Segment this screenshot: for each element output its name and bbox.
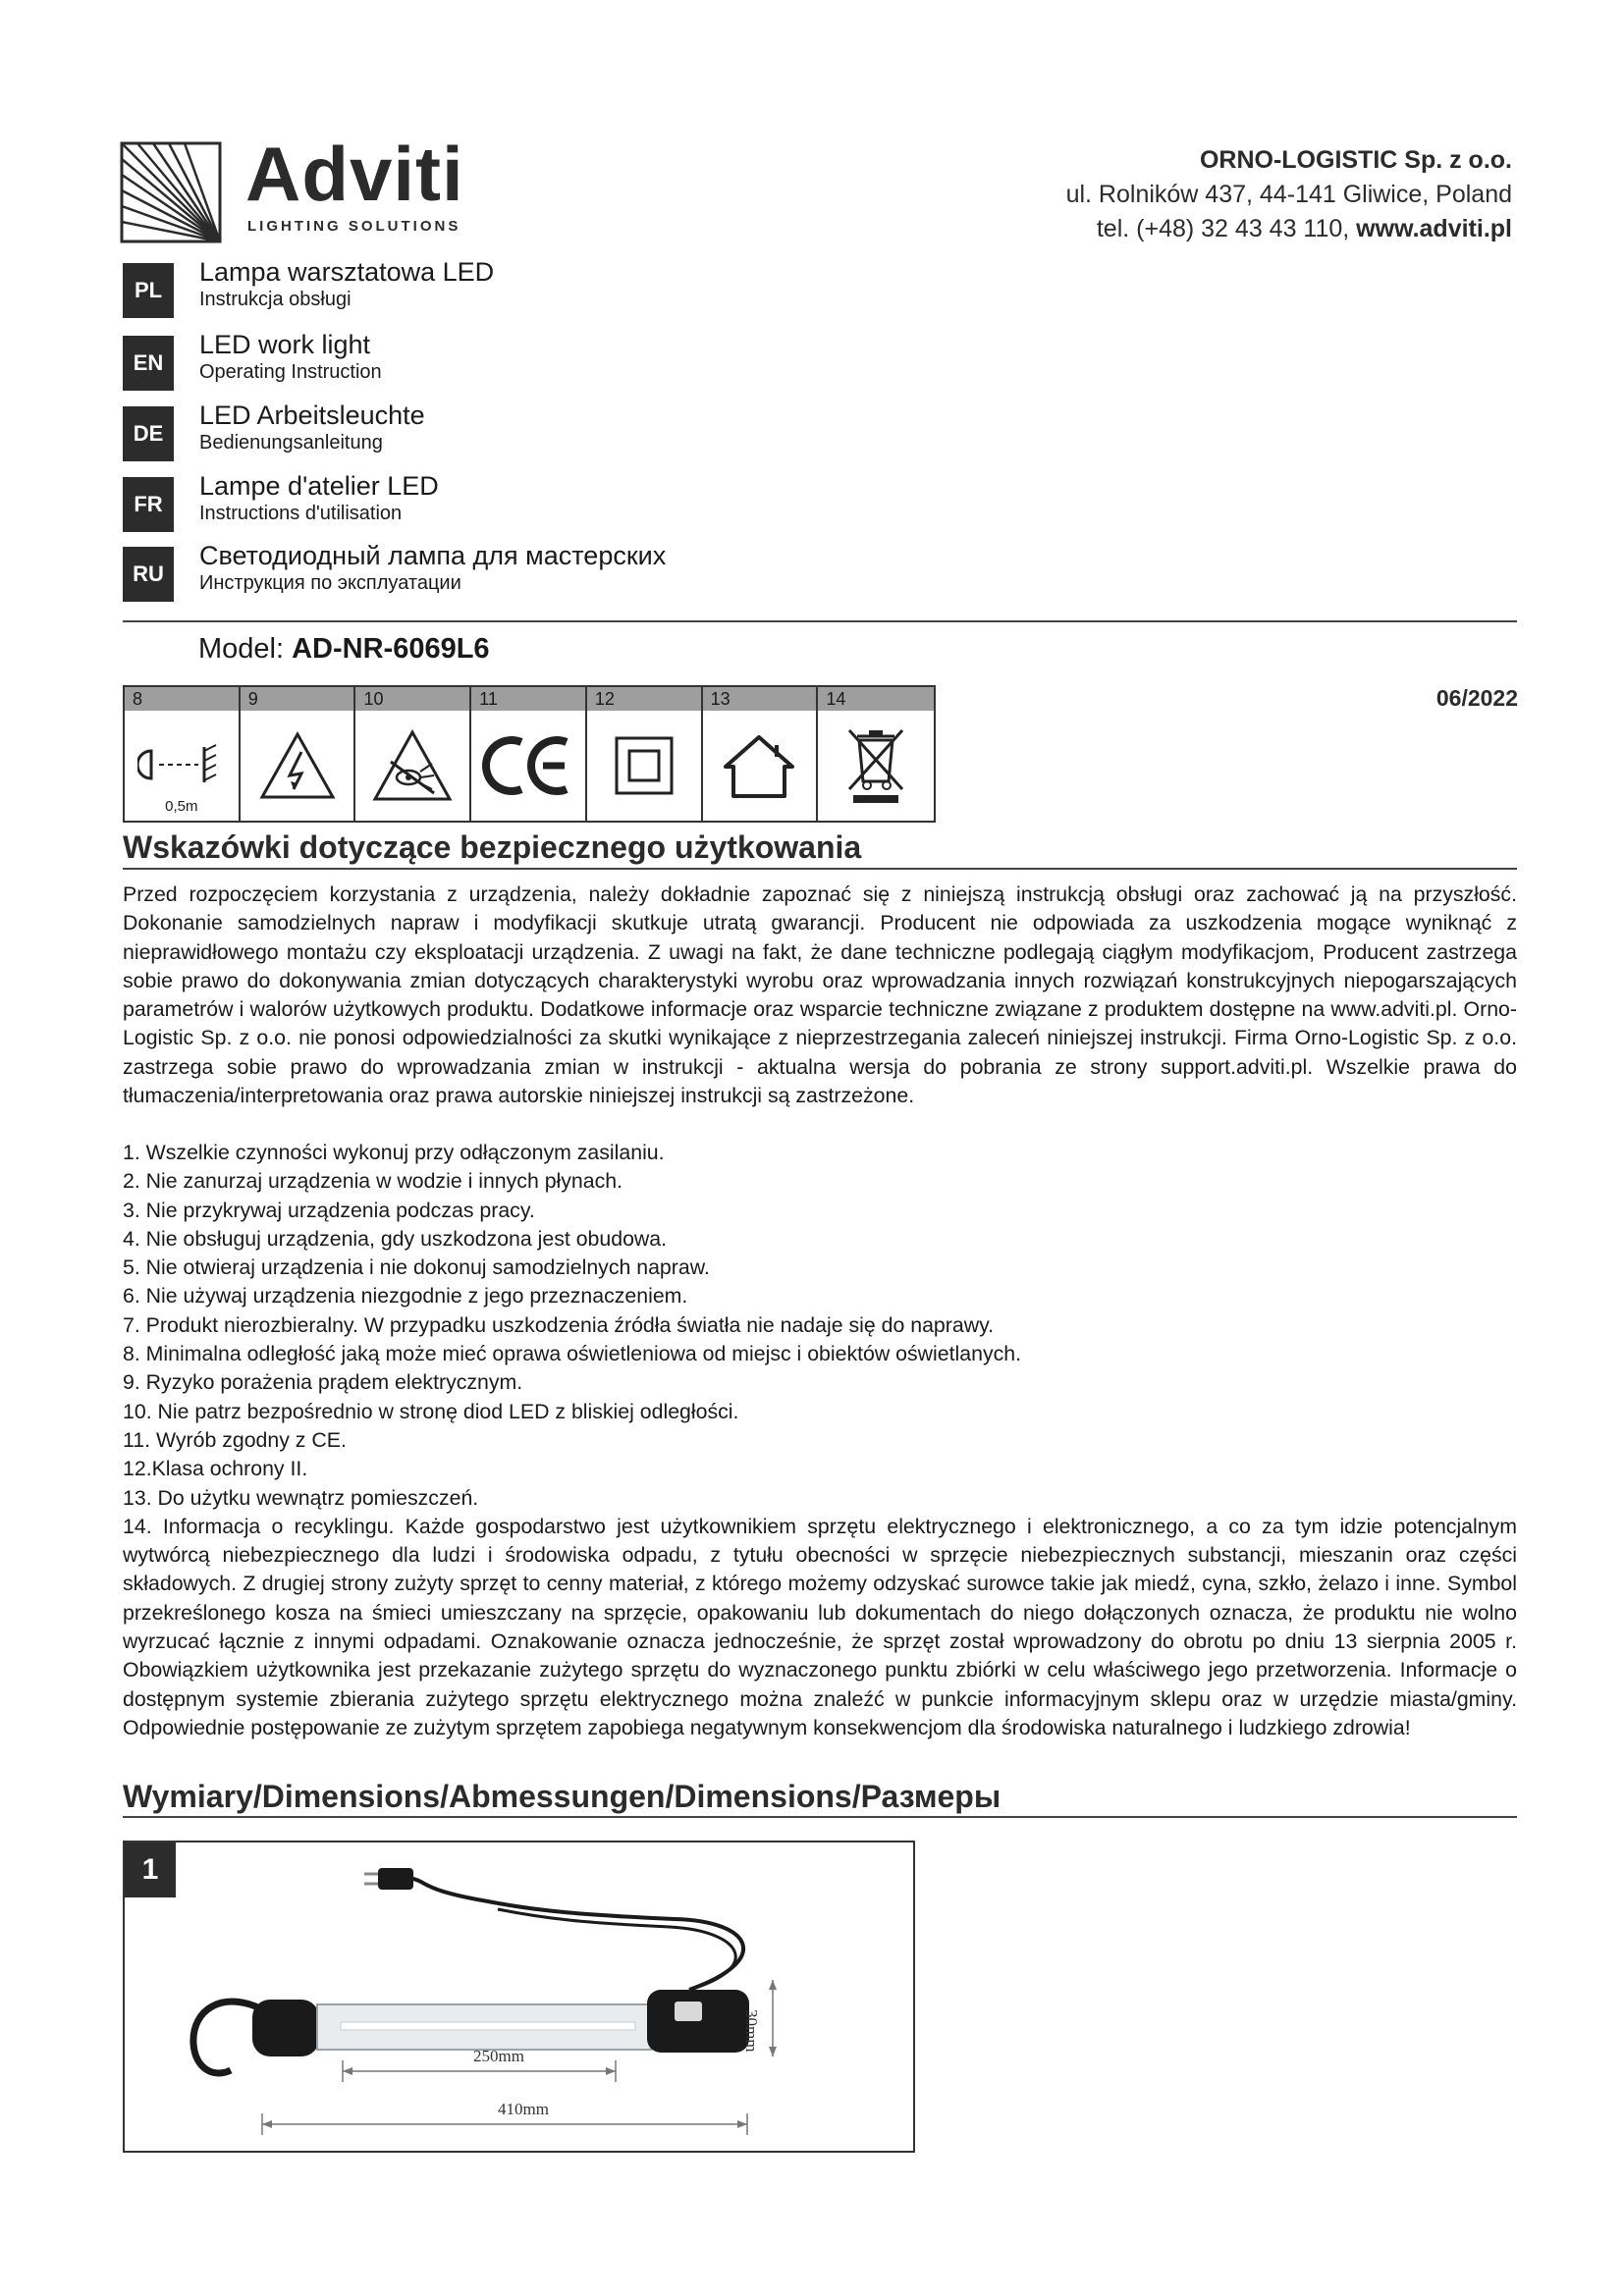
language-badge: RU bbox=[123, 547, 174, 602]
symbol-number: 13 bbox=[703, 687, 817, 711]
dimension-label-length: 410mm bbox=[498, 2100, 549, 2118]
list-item: 10. Nie patrz bezpośrednio w stronę diod LED z bliskiej odległości. bbox=[123, 1399, 739, 1423]
symbol-number: 8 bbox=[125, 687, 239, 711]
dimension-label-diameter: 30mm bbox=[742, 2009, 761, 2053]
brand-tagline: LIGHTING SOLUTIONS bbox=[247, 218, 461, 235]
divider bbox=[123, 620, 1517, 622]
list-item: 5. Nie otwieraj urządzenia i nie dokonuj samodzielnych napraw. bbox=[123, 1255, 710, 1280]
electric-shock-warning-icon bbox=[241, 711, 354, 821]
list-item: 6. Nie używaj urządzenia niezgodnie z jego przeznaczeniem. bbox=[123, 1284, 688, 1308]
manual-subtitle: Operating Instruction bbox=[199, 361, 382, 383]
manual-subtitle: Bedienungsanleitung bbox=[199, 432, 383, 454]
company-info bbox=[1066, 143, 1512, 246]
divider bbox=[123, 868, 1517, 870]
weee-bin-icon bbox=[818, 711, 934, 821]
manual-subtitle: Instrukcja obsługi bbox=[199, 289, 352, 310]
language-badge: PL bbox=[123, 263, 174, 318]
dimensions-figure bbox=[123, 1841, 915, 2153]
logo-rays-icon bbox=[120, 141, 222, 243]
list-item: 11. Wyrób zgodny z CE. bbox=[123, 1427, 347, 1452]
list-item: 2. Nie zanurzaj urządzenia w wodzie i innych płynach. bbox=[123, 1169, 623, 1194]
symbol-number: 10 bbox=[355, 687, 469, 711]
do-not-stare-led-icon bbox=[355, 711, 469, 821]
symbol-cell bbox=[125, 687, 241, 821]
dimensions-heading: Wymiary/Dimensions/Abmessungen/Dimensions/Размеры bbox=[123, 1779, 1001, 1814]
manual-subtitle: Instructions d'utilisation bbox=[199, 503, 403, 524]
symbol-number: 12 bbox=[587, 687, 701, 711]
list-item: 8. Minimalna odległość jaką może mieć oprawa oświetleniowa od miejsc i obiektów oświetlanych. bbox=[123, 1342, 1022, 1366]
figure-number: 1 bbox=[125, 1842, 176, 1897]
symbol-cell bbox=[471, 687, 587, 821]
brand-logo bbox=[120, 131, 464, 245]
symbol-caption: 0,5m bbox=[165, 798, 198, 815]
symbol-table bbox=[123, 685, 936, 823]
language-badge: FR bbox=[123, 477, 174, 532]
product-title: LED work light bbox=[199, 330, 371, 359]
list-item: 9. Ryzyko porażenia prądem elektrycznym. bbox=[123, 1370, 523, 1395]
product-title: Lampe d'atelier LED bbox=[199, 471, 439, 501]
product-title: LED Arbeitsleuchte bbox=[199, 400, 425, 430]
ce-mark-icon bbox=[471, 711, 585, 821]
model-number: AD-NR-6069L6 bbox=[292, 633, 490, 665]
symbol-cell bbox=[241, 687, 356, 821]
list-item: 7. Produkt nierozbieralny. W przypadku uszkodzenia źródła światła nie nadaje się do naprawy. bbox=[123, 1312, 995, 1337]
symbol-number: 11 bbox=[471, 687, 585, 711]
language-badge: EN bbox=[123, 336, 174, 391]
divider bbox=[123, 1816, 1517, 1818]
list-item: 1. Wszelkie czynności wykonuj przy odłączonym zasilaniu. bbox=[123, 1141, 665, 1164]
list-item: 4. Nie obsługuj urządzenia, gdy uszkodzona jest obudowa. bbox=[123, 1226, 668, 1251]
company-phone: tel. (+48) 32 43 43 110, bbox=[1096, 215, 1357, 242]
safety-heading: Wskazówki dotyczące bezpiecznego użytkowania bbox=[123, 829, 862, 865]
symbol-number: 9 bbox=[241, 687, 354, 711]
symbol-cell bbox=[355, 687, 471, 821]
document-date: 06/2022 bbox=[1435, 685, 1518, 711]
list-item: 13. Do użytku wewnątrz pomieszczeń. bbox=[123, 1485, 479, 1510]
list-item: 12.Klasa ochrony II. bbox=[123, 1457, 308, 1481]
list-item: 3. Nie przykrywaj urządzenia podczas pracy. bbox=[123, 1198, 535, 1222]
symbol-cell bbox=[587, 687, 703, 821]
indoor-use-icon bbox=[703, 711, 817, 821]
product-title: Светодиодный лампа для мастерских bbox=[199, 541, 667, 570]
company-contact bbox=[1066, 212, 1512, 246]
model-label: Model: bbox=[198, 633, 293, 665]
company-website-link[interactable]: www.adviti.pl bbox=[1356, 215, 1512, 242]
model-line bbox=[198, 633, 490, 666]
company-address: ul. Rolników 437, 44-141 Gliwice, Poland bbox=[1065, 181, 1512, 208]
language-badge: DE bbox=[123, 406, 174, 461]
manual-subtitle: Инструкция по эксплуатации bbox=[199, 572, 461, 594]
recycling-info: 14. Informacja o recyklingu. Każde gospodarstwo jest użytkownikiem sprzętu elektrycznego i elektronicznego, a co za tym idzie potencjalnym wytwórcą niebezpiecznego dla ludzi i środowiska odpadu, z tytułu obecności w sprzęcie niebezpiecznych substancji, mieszanin oraz części składowych. Z drugiej strony zużyty sprzęt to cenny materiał, z którego możemy odzyskać surowce takie jak miedź, cyna, szkło, żelazo i inne. Symbol przekreślonego kosza na śmieci umieszczany na sprzęcie, opakowaniu lub dokumentach do niego dołączonych oznacza, że produktu nie wolno wyrzucać łącznie z innymi odpadami. Oznakowanie oznacza jednocześnie, że sprzęt został wprowadzony do obrotu po dniu 13 sierpnia 2005 r. Obowiązkiem użytkownika jest przekazanie zużytego sprzętu do wyznaczonego punktu zbiórki w celu właściwego jego przetworzenia. Informacje o dostępnym systemie zbierania zużytego sprzętu elektrycznego można znaleźć w punkcie informacyjnym sklepu oraz w urzędzie miasta/gminy. Odpowiednie postępowanie ze zużytym sprzętem zapobiega negatywnym konsekwencjom dla środowiska naturalnego i ludzkiego zdrowia! bbox=[123, 1514, 1517, 1739]
protection-class-ii-icon bbox=[587, 711, 701, 821]
symbol-number: 14 bbox=[818, 687, 934, 711]
symbol-cell bbox=[818, 687, 934, 821]
safety-list bbox=[123, 1139, 1517, 1742]
dimension-label-width: 250mm bbox=[473, 2047, 524, 2065]
symbol-cell bbox=[703, 687, 819, 821]
safety-intro: Przed rozpoczęciem korzystania z urządzenia, należy dokładnie zapoznać się z niniejszą instrukcją obsługi oraz zachować ją na przyszłość. Dokonanie samodzielnych napraw i modyfikacji skutkuje utratą gwarancji. Producent nie odpowiada za uszkodzenia mogące wyniknąć z nieprawidłowego montażu czy eksploatacji urządzenia. Z uwagi na fakt, że dane techniczne podlegają ciągłym modyfikacjom, Producent zastrzega sobie prawo do dokonywania zmian dotyczących charakterystyki wyrobu oraz wprowadzania innych rozwiązań konstrukcyjnych niepogarszających parametrów i walorów użytkowych produktu. Dodatkowe informacje oraz wsparcie techniczne związane z produktem dostępne na www.adviti.pl. Orno-Logistic Sp. z o.o. nie ponosi odpowiedzialności za skutki wynikające z nieprzestrzegania zaleceń niniejszej instrukcji. Firma Orno-Logistic Sp. z o.o. zastrzega sobie prawo do wprowadzania zmian w instrukcji - aktualna wersja do pobrania ze strony support.adviti.pl. Wszelkie prawa do tłumaczenia/interpretowania oraz prawa autorskie niniejszej instrukcji są zastrzeżone. bbox=[123, 882, 1517, 1108]
product-title: Lampa warsztatowa LED bbox=[199, 257, 495, 287]
brand-name: Adviti bbox=[245, 131, 464, 217]
company-name: ORNO-LOGISTIC Sp. z o.o. bbox=[1199, 146, 1512, 174]
